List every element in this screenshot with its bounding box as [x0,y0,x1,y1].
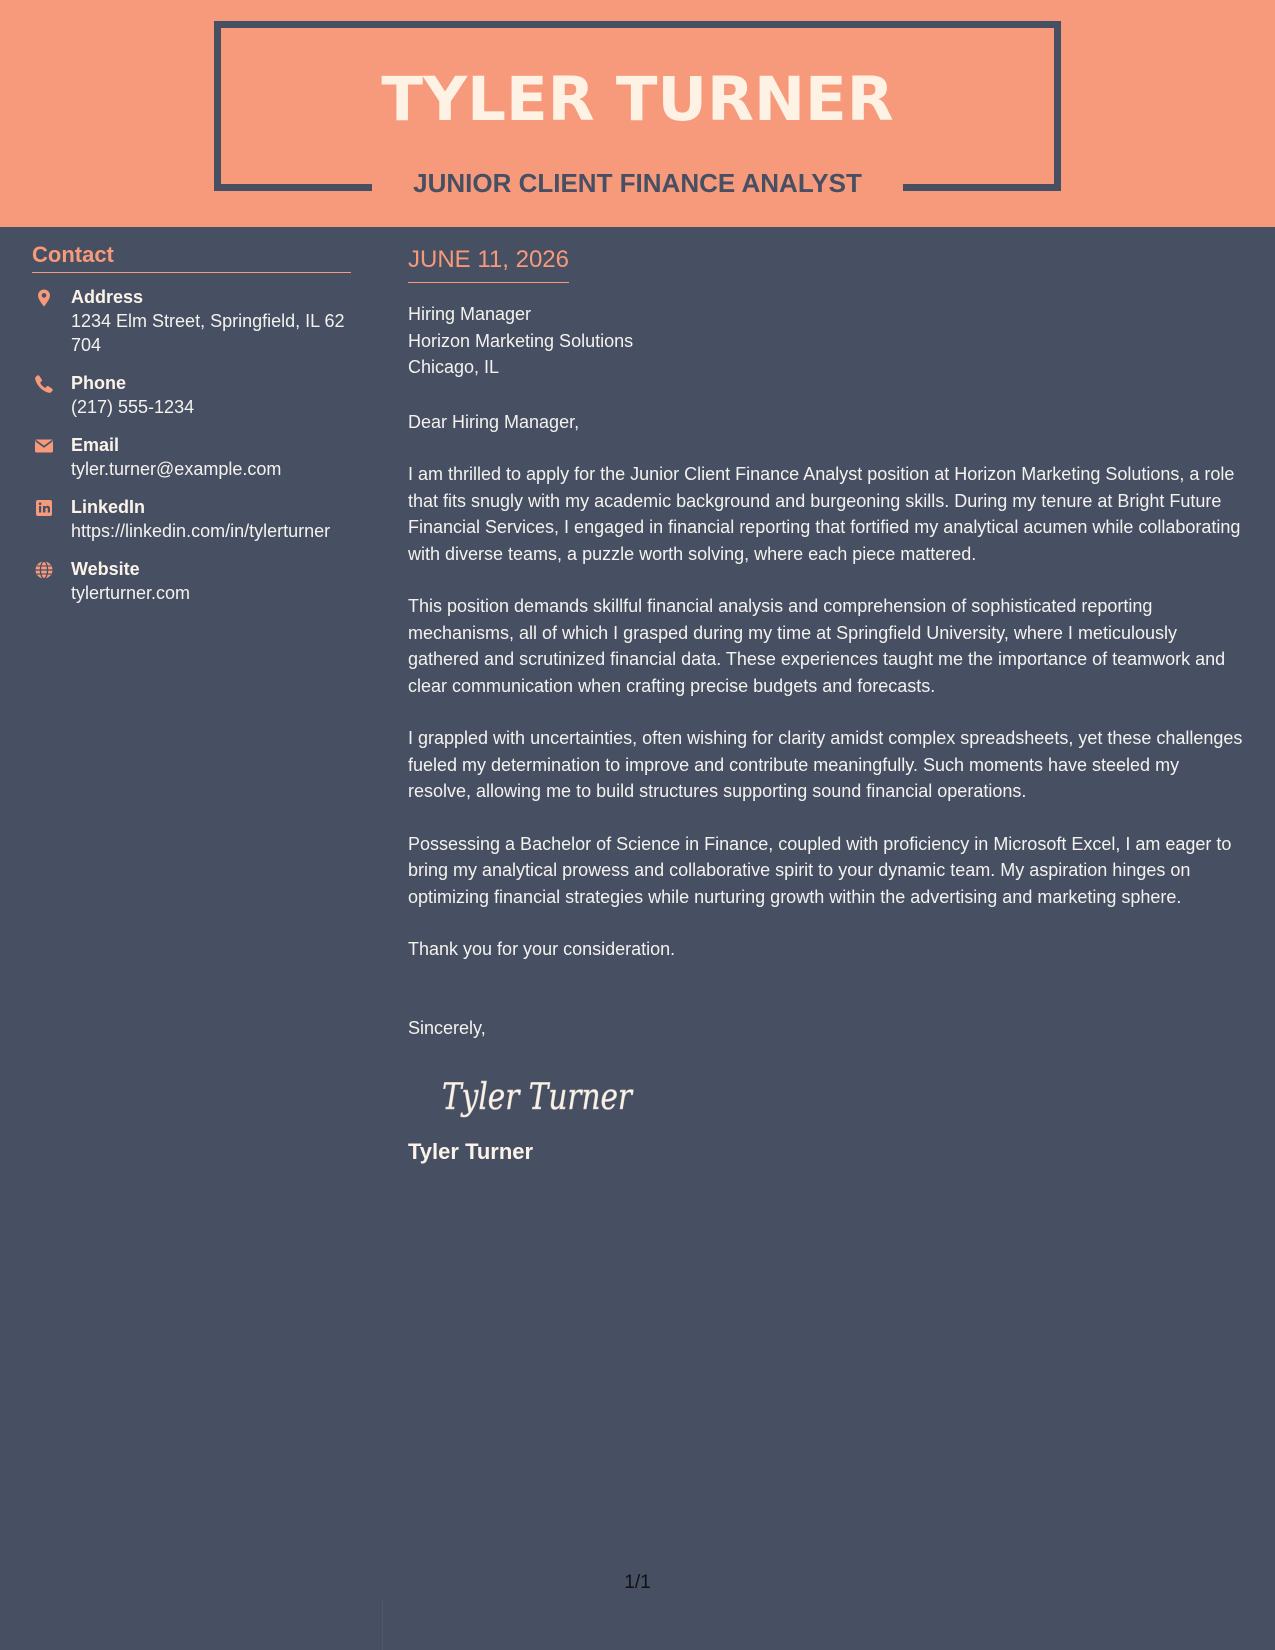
contact-value: tylerturner.com [71,583,191,603]
contact-value: 1234 Elm Street, Springfield, IL 62704 [71,311,345,355]
recipient-line: Chicago, IL [408,357,500,377]
contact-value: https://linkedin.com/in/tylerturner [71,521,331,541]
applicant-name: TYLER TURNER [381,64,894,135]
contact-value: tyler.turner@example.com [71,459,282,479]
contact-label: Phone [71,373,127,393]
contact-sidebar [32,240,351,605]
body-paragraph: I grappled with uncertainties, often wishing for clarity amidst complex spreadsheets, yet these challenges fueled my determination to improve and contribute meaningfully. Such moments have steeled my resolve, allowing me to build structures supporting sound financial operations. [408,728,1243,801]
contact-item-website [32,557,351,605]
contact-item-email [32,433,351,481]
header-banner [0,0,1275,227]
letter-date: JUNE 11, 2026 [408,244,569,283]
envelope-icon [34,436,54,456]
letter-body [408,244,1246,1167]
job-title: JUNIOR CLIENT FINANCE ANALYST [413,168,862,198]
phone-icon [34,374,54,394]
contact-heading: Contact [32,240,351,273]
recipient-line: Hiring Manager [408,304,532,324]
salutation: Dear Hiring Manager, [408,411,580,432]
handwritten-signature [438,1071,1246,1123]
contact-item-linkedin [32,495,351,543]
body-paragraph: I am thrilled to apply for the Junior Client Finance Analyst position at Horizon Marketing Solutions, a role that fits snugly with my academic background and burgeoning skills. During my tenure at Bright Future Financial Services, I engaged in financial reporting that fortified my analytical acumen while collaborating with diverse teams, a puzzle worth solving, where each piece mattered. [408,464,1241,564]
body-paragraph: Possessing a Bachelor of Science in Finance, coupled with proficiency in Microsoft Excel, I am eager to bring my analytical prowess and collaborative spirit to your dynamic team. My aspiration hinges on optimizing financial strategies while nurturing growth within the advertising and marketing sphere. [408,833,1232,907]
contact-label: Email [71,435,120,455]
contact-label: Address [71,287,144,307]
contact-value: (217) 555-1234 [71,397,195,417]
body-paragraph: Thank you for your consideration. [408,939,676,959]
contact-label: Website [71,559,140,579]
page-divider [382,1600,383,1650]
contact-item-phone [32,371,351,419]
contact-item-address [32,285,351,357]
signer-name: Tyler Turner [408,1139,534,1164]
globe-icon [34,560,54,580]
contact-label: LinkedIn [71,497,146,517]
map-pin-icon [34,288,54,308]
body-paragraph: This position demands skillful financial analysis and comprehension of sophisticated reporting mechanisms, all of which I grasped during my time at Springfield University, where I meticulously gathered and scrutinized financial data. These experiences taught me the importance of teamwork and clear communication when crafting precise budgets and forecasts. [408,596,1226,696]
page-number: 1/1 [624,1572,651,1593]
closing: Sincerely, [408,1017,486,1038]
linkedin-icon [34,498,54,518]
recipient-block [408,301,1246,381]
recipient-line: Horizon Marketing Solutions [408,330,634,351]
signature-text: Tyler Turner [442,1077,634,1118]
